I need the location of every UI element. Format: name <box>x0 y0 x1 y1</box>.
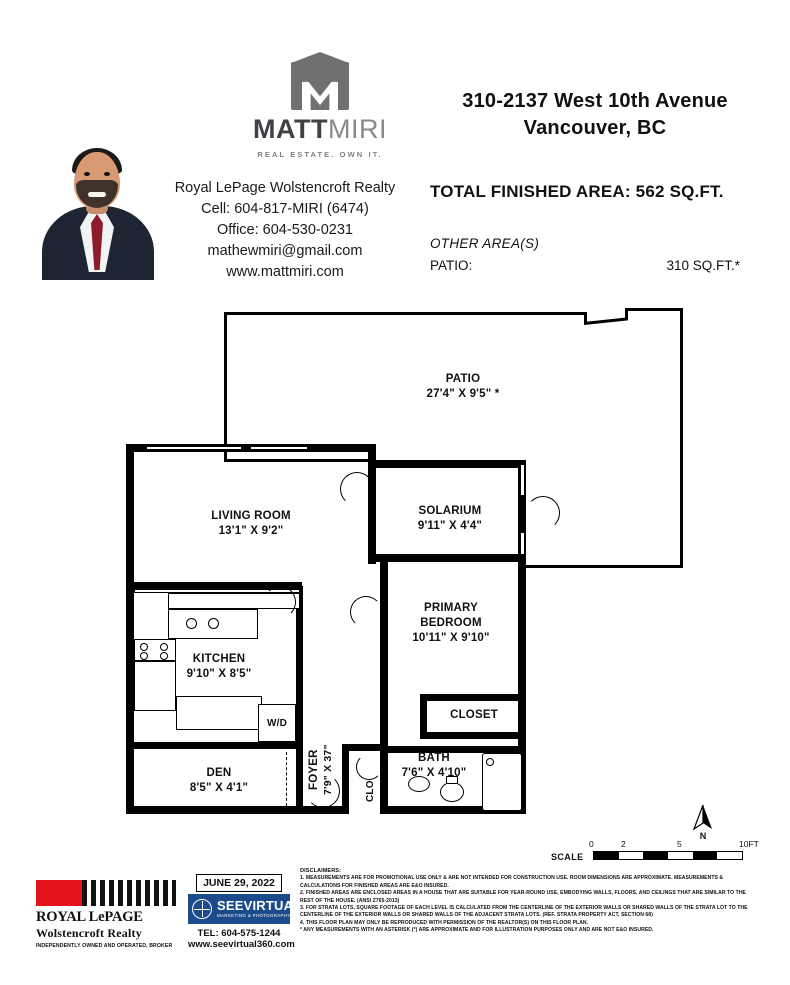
burner-3 <box>140 652 148 660</box>
royal-lepage-name: ROYAL LePAGE <box>36 909 143 925</box>
wall-bedroom-left-lower <box>380 696 388 814</box>
royal-lepage-sub: Wolstencroft Realty <box>36 926 142 940</box>
wall-closet-bottom <box>420 732 526 739</box>
scale-tick-10: 10FT <box>739 839 759 849</box>
door-kitchen <box>264 586 296 618</box>
other-area-value: 310 SQ.FT.* <box>666 258 740 273</box>
patio-wall-right <box>680 308 683 568</box>
door-solarium-patio <box>526 496 560 530</box>
scale-tick-2: 2 <box>621 839 626 849</box>
primary-name: PRIMARY <box>423 602 478 614</box>
photo-fade <box>36 264 158 280</box>
patio-wall-top-left <box>224 312 584 315</box>
patio-wall-bottom-right <box>520 565 683 568</box>
room-label-foyer <box>308 732 321 808</box>
brand-tagline: REAL ESTATE. OWN IT. <box>257 150 383 159</box>
north-label: N <box>699 831 707 841</box>
plan-date-box: JUNE 29, 2022 <box>196 874 282 892</box>
primary-bedroom-dims: 10'11" X 9'10" <box>412 632 490 644</box>
disclaimer-item: 3. FOR STRATA LOTS, SQUARE FOOTAGE OF EACH LEVEL IS CALCULATED FROM THE CENTERLINE OF THE EXTERIOR WALLS OR SHARED WALLS OF THE STRATA LOT TO THE CENTERLINE OF THE EXTERIOR WALLS OR SHARED WALLS OF THE ADJACENT STRATA LOTS. (REF. STRATA PROPERTY ACT, SECTION 68) <box>300 905 748 919</box>
room-label-closet <box>424 708 524 723</box>
wall-closet-top <box>420 694 526 701</box>
agent-contact-block <box>150 178 420 283</box>
sink-basin-left <box>186 618 197 629</box>
photo-eye-left <box>84 172 90 176</box>
living-room-dims: 13'1" X 9'2" <box>218 525 284 537</box>
room-label-solarium <box>378 504 522 534</box>
patio-name: PATIO <box>445 373 481 385</box>
patio-wall-jog-b <box>584 317 628 325</box>
sink-basin-right <box>208 618 219 629</box>
disclaimer-item: 4. THIS FLOOR PLAN MAY ONLY BE REPRODUCED WITH PERMISSION OF THE REALTOR(S) ON THIS FLOOR PLAN. <box>300 919 589 926</box>
kitchen-name: KITCHEN <box>192 653 246 665</box>
wall-solarium-top <box>368 460 526 468</box>
logo-stripes <box>82 880 176 906</box>
seevirtual-name: SEEVIRTUAL <box>217 898 302 914</box>
office-phone: Office: 604-530-0231 <box>217 222 353 238</box>
email-address: mathewmiri@gmail.com <box>207 243 363 259</box>
royal-lepage-fine-print: INDEPENDENTLY OWNED AND OPERATED, BROKER <box>36 943 173 949</box>
cell-phone: Cell: 604-817-MIRI (6474) <box>201 201 369 217</box>
other-area-name: PATIO: <box>430 258 473 273</box>
room-label-clo <box>364 771 377 811</box>
patio-wall-bottom-left <box>224 459 374 462</box>
burner-2 <box>160 643 168 651</box>
seevirtual-badge <box>188 894 302 924</box>
disclaimers-heading: DISCLAIMERS: <box>300 868 341 874</box>
address-line-1: 310-2137 West 10th Avenue <box>462 90 728 112</box>
seevirtual-logo <box>188 894 302 950</box>
room-dims-foyer <box>322 732 335 808</box>
window-living-room-top-2 <box>250 446 308 450</box>
disclaimer-item: 1. MEASUREMENTS ARE FOR PROMOTIONAL USE ONLY & ARE NOT INTENDED FOR CONSTRUCTION USE. ROOM DIMENSIONS ARE APPROXIMATE. MEASUREMENTS & CALCULATIONS FOR FINISHED AREAS ARE E&O INSURED. <box>300 875 724 889</box>
royal-lepage-bars-icon <box>36 880 176 906</box>
total-finished-area: TOTAL FINISHED AREA: 562 SQ.FT. <box>430 182 724 201</box>
house-m-logo-icon <box>291 62 349 110</box>
kitchen-dims: 9'10" X 8'5" <box>186 668 252 680</box>
den-name: DEN <box>206 767 232 779</box>
wall-solarium-bottom <box>368 554 526 562</box>
listing-address <box>430 88 760 142</box>
den-dims: 8'5" X 4'1" <box>189 782 249 794</box>
brand-name-light: MIRI <box>327 114 387 144</box>
disclaimer-item: 2. FINISHED AREAS ARE ENCLOSED AREAS IN A HOUSE THAT ARE SUITABLE FOR YEAR-ROUND USE, EMBODYING WALLS, FLOORS, AND CEILINGS THAT ARE SIMILAR TO THE REST OF THE HOUSE. (ANSI Z765-2013) <box>300 890 746 904</box>
wall-foyer-left <box>296 586 303 814</box>
solarium-dims: 9'11" X 4'4" <box>417 520 483 532</box>
north-arrow-icon <box>688 805 718 831</box>
kitchen-island <box>176 696 262 730</box>
royal-lepage-logo <box>36 880 176 949</box>
globe-icon <box>192 899 212 919</box>
room-label-living-room <box>168 509 334 539</box>
door-solarium-living <box>340 472 374 506</box>
photo-mouth <box>88 192 106 197</box>
brokerage-name: Royal LePage Wolstencroft Realty <box>174 180 396 196</box>
window-solarium-right <box>520 464 525 496</box>
scale-label: SCALE <box>551 852 584 862</box>
den-closet-divider <box>286 752 287 806</box>
foyer-name: FOYER <box>308 749 320 791</box>
seevirtual-sub: MARKETING & PHOTOGRAPHY <box>217 913 291 919</box>
toilet <box>440 782 464 802</box>
scale-tick-5: 5 <box>677 839 682 849</box>
disclaimer-item: * ANY MEASUREMENTS WITH AN ASTERISK (*) ARE APPROXIMATE AND FOR ILLUSTRATION PURPOSES ONLY AND ARE NOT E&O INSURED. <box>300 927 654 934</box>
closet-name: CLOSET <box>450 709 498 721</box>
room-label-patio <box>370 372 556 402</box>
laundry-label: W/D <box>266 718 288 729</box>
bath-name: BATH <box>418 752 450 764</box>
room-label-primary-bedroom <box>378 601 524 646</box>
seevirtual-text <box>217 899 301 918</box>
floor-plan-drawing <box>0 296 790 856</box>
wall-exterior-left <box>126 444 134 814</box>
agent-photo <box>36 140 158 280</box>
seevirtual-tel: TEL: 604-575-1244 <box>197 928 281 939</box>
bedroom-name: BEDROOM <box>420 617 482 629</box>
north-arrow <box>686 805 720 847</box>
wall-den-top <box>126 742 302 749</box>
room-label-den <box>156 766 282 796</box>
wall-clo-top <box>342 744 382 751</box>
photo-eye-right <box>104 172 110 176</box>
seevirtual-url: www.seevirtual360.com <box>188 939 295 950</box>
address-line-2: Vancouver, BC <box>523 117 667 139</box>
clo-name: CLO <box>365 780 376 802</box>
patio-wall-jog-c <box>625 308 628 320</box>
burner-1 <box>140 643 148 651</box>
brand-logo <box>230 62 410 159</box>
scale-tick-0: 0 <box>589 839 594 849</box>
patio-wall-left <box>224 312 227 462</box>
solarium-name: SOLARIUM <box>418 505 482 517</box>
foyer-dims: 7'9" X 37" <box>322 744 334 796</box>
brand-name-bold: MATT <box>253 114 328 144</box>
document-footer <box>0 866 790 985</box>
wall-exterior-bottom-left <box>126 806 302 814</box>
living-room-name: LIVING ROOM <box>211 510 291 522</box>
scale-bar-graphic <box>593 851 743 860</box>
room-label-bath <box>394 751 474 781</box>
logo-red-block <box>36 880 82 906</box>
window-living-room-top <box>146 446 242 450</box>
bath-dims: 7'6" X 4'10" <box>401 767 467 779</box>
room-label-kitchen <box>154 652 284 682</box>
other-areas-label: OTHER AREA(S) <box>430 236 540 251</box>
patio-dims: 27'4" X 9'5" * <box>426 388 500 400</box>
wall-foyer-right-lower <box>342 744 349 814</box>
website-url: www.mattmiri.com <box>226 264 344 280</box>
document-header <box>0 0 790 300</box>
tub-drain <box>486 758 494 766</box>
disclaimers-block <box>300 868 750 935</box>
patio-wall-jog-a <box>584 312 587 322</box>
other-area-row <box>430 258 740 273</box>
brand-name <box>230 116 410 143</box>
patio-wall-top-right <box>627 308 683 311</box>
scale-bar <box>551 839 766 868</box>
